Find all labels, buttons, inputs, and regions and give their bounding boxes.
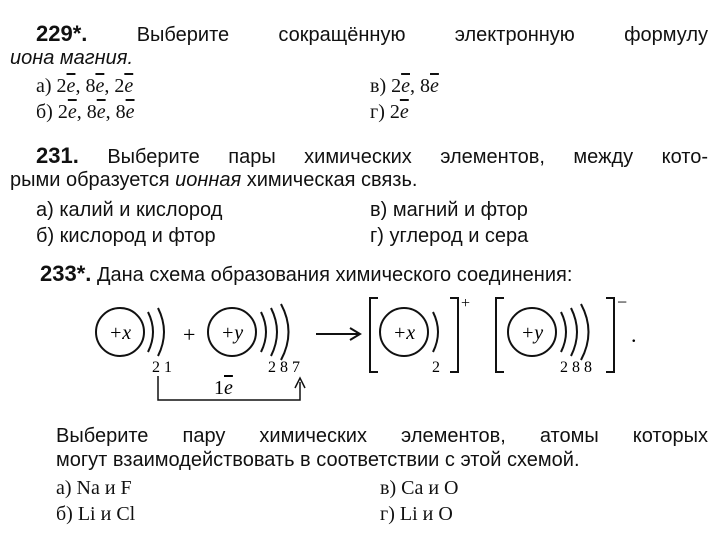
q231-text-line2: рыми образуется ионная химическая связь.	[10, 169, 418, 191]
q231-option-v[interactable]: в) магний и фтор	[370, 199, 528, 221]
q229-text-line2: иона магния.	[10, 47, 133, 69]
end-dot: .	[631, 322, 637, 347]
reaction-arrow	[316, 328, 360, 340]
q233-prompt: Дана схема образования химического соединения:	[96, 264, 573, 286]
atom-y-shells: 2 8 7	[268, 359, 300, 376]
cation-shells: 2	[432, 359, 440, 376]
cation-diagram	[370, 295, 470, 376]
q229-option-v[interactable]: в) $2\overline{e}$, $8\overline{e}$	[370, 75, 439, 97]
q233-question-line1: Выберите пару химических элементов, атомы которых	[56, 425, 708, 447]
q229-prompt: Выберите сокращённую электронную формулу	[136, 24, 708, 46]
atom-x-shells: 2 1	[152, 359, 172, 376]
anion-charge: −	[617, 292, 628, 312]
anion-shells: 2 8 8	[560, 359, 592, 376]
q233-option-g[interactable]: г) Li и O	[380, 503, 453, 525]
plus-sign: +	[183, 322, 196, 347]
q231-option-a[interactable]: а) калий и кислород	[36, 199, 223, 221]
q233-question-line2: могут взаимодействовать в соответствии с этой схемой.	[56, 449, 580, 471]
q233-number: 233*.	[40, 261, 92, 286]
q229-option-b[interactable]: б) $2\overline{e}$, $8\overline{e}$, $8\overline{e}$	[36, 101, 135, 123]
electron-transfer-arrow	[158, 376, 305, 400]
cation-charge: +	[461, 295, 471, 312]
q233-option-a[interactable]: а) Na и F	[56, 477, 132, 499]
q233-option-b[interactable]: б) Li и Cl	[56, 503, 136, 525]
q233-option-v[interactable]: в) Ca и O	[380, 477, 459, 499]
svg-text:+y: +y	[520, 322, 544, 344]
svg-text:+x: +x	[108, 322, 132, 344]
q231-number: 231.	[36, 143, 79, 168]
q231-prompt: Выберите пары химических элементов, между кото-	[107, 146, 708, 168]
q231-option-g[interactable]: г) углерод и сера	[370, 225, 529, 247]
q229-number: 229*.	[36, 21, 88, 46]
ion-formation-scheme	[0, 292, 720, 412]
q233-text	[40, 262, 572, 287]
q229-option-g[interactable]: г) $2\overline{e}$	[370, 101, 409, 123]
q231-text-line1	[36, 144, 708, 169]
atom-y-diagram	[208, 304, 300, 376]
svg-text:+x: +x	[392, 322, 416, 344]
anion-diagram	[496, 292, 637, 376]
atom-x-diagram	[96, 308, 172, 376]
q229-option-a[interactable]: а) $2\overline{e}$, $8\overline{e}$, $2\overline{e}$	[36, 75, 134, 97]
svg-text:+y: +y	[220, 322, 244, 344]
q229-text-line1	[36, 22, 708, 47]
q231-option-b[interactable]: б) кислород и фтор	[36, 225, 216, 247]
svg-text:1e: 1e	[214, 377, 233, 399]
